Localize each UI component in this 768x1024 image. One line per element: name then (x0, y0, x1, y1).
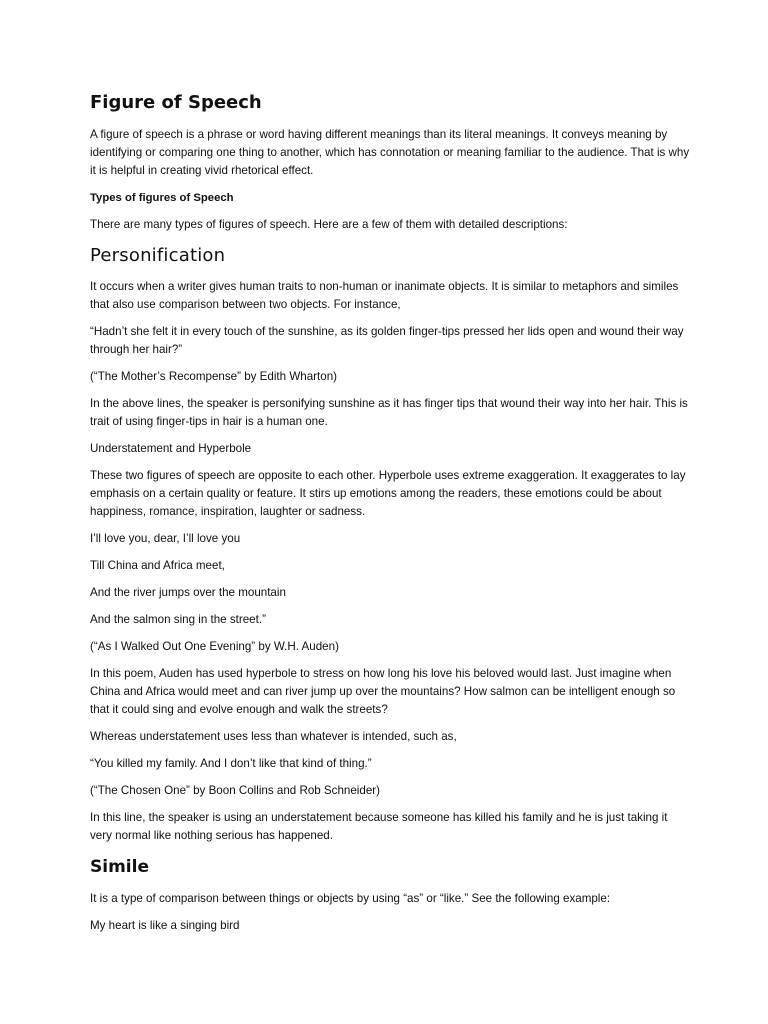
poem-line-3: And the river jumps over the mountain (90, 586, 286, 599)
poem-source: (“As I Walked Out One Evening” by W.H. Auden) (90, 640, 339, 653)
understatement-source: (“The Chosen One” by Boon Collins and Rob Schneider) (90, 784, 380, 797)
hyperbole-paragraph: These two figures of speech are opposite to each other. Hyperbole uses extreme exaggeration. It exaggerates to lay emphasis on a certain quality or feature. It stirs up emotions among the readers, these emotions could be about happiness, romance, inspiration, laughter or sadness. (90, 469, 686, 518)
page-title: Figure of Speech (90, 92, 262, 113)
poem-line-4: And the salmon sing in the street.” (90, 613, 266, 626)
understatement-quote: “You killed my family. And I don’t like that kind of thing.” (90, 757, 372, 770)
understatement-intro: Whereas understatement uses less than whatever is intended, such as, (90, 730, 457, 743)
simile-paragraph: It is a type of comparison between things or objects by using “as” or “like.” See the following example: (90, 892, 611, 905)
personification-quote: “Hadn’t she felt it in every touch of the sunshine, as its golden finger-tips pressed her lids open and wound their way through her hair?” (90, 325, 684, 356)
poem-line-2: Till China and Africa meet, (90, 559, 225, 572)
understatement-explanation: In this line, the speaker is using an understatement because someone has killed his family and he is just taking it very normal like nothing serious has happened. (90, 811, 668, 842)
types-intro-paragraph: There are many types of figures of speech. Here are a few of them with detailed descriptions: (90, 218, 568, 231)
poem-explanation: In this poem, Auden has used hyperbole to stress on how long his love his beloved would last. Just imagine when China and Africa would meet and can river jump up over the mountains? How salmon can be intelligent enough so that it could sing and evolve enough and walk the streets? (90, 667, 676, 716)
personification-explanation: In the above lines, the speaker is personifying sunshine as it has finger tips that wound their way into her hair. This is trait of using finger-tips in hair is a human one. (90, 397, 688, 428)
intro-paragraph: A figure of speech is a phrase or word having different meanings than its literal meanings. It conveys meaning by identifying or comparing one thing to another, which has connotation or meaning familiar to the audience. That is why it is helpful in creating vivid rhetorical effect. (90, 128, 690, 177)
document-page (90, 90, 690, 944)
simile-heading: Simile (90, 857, 149, 877)
personification-paragraph: It occurs when a writer gives human traits to non-human or inanimate objects. It is similar to metaphors and similes that also use comparison between two objects. For instance, (90, 280, 679, 311)
simile-example: My heart is like a singing bird (90, 919, 240, 932)
personification-source: (“The Mother’s Recompense” by Edith Wharton) (90, 370, 338, 383)
personification-heading: Personification (90, 245, 226, 266)
poem-line-1: I’ll love you, dear, I’ll love you (90, 532, 241, 545)
types-heading: Types of figures of Speech (90, 192, 234, 204)
understatement-heading: Understatement and Hyperbole (90, 442, 252, 455)
